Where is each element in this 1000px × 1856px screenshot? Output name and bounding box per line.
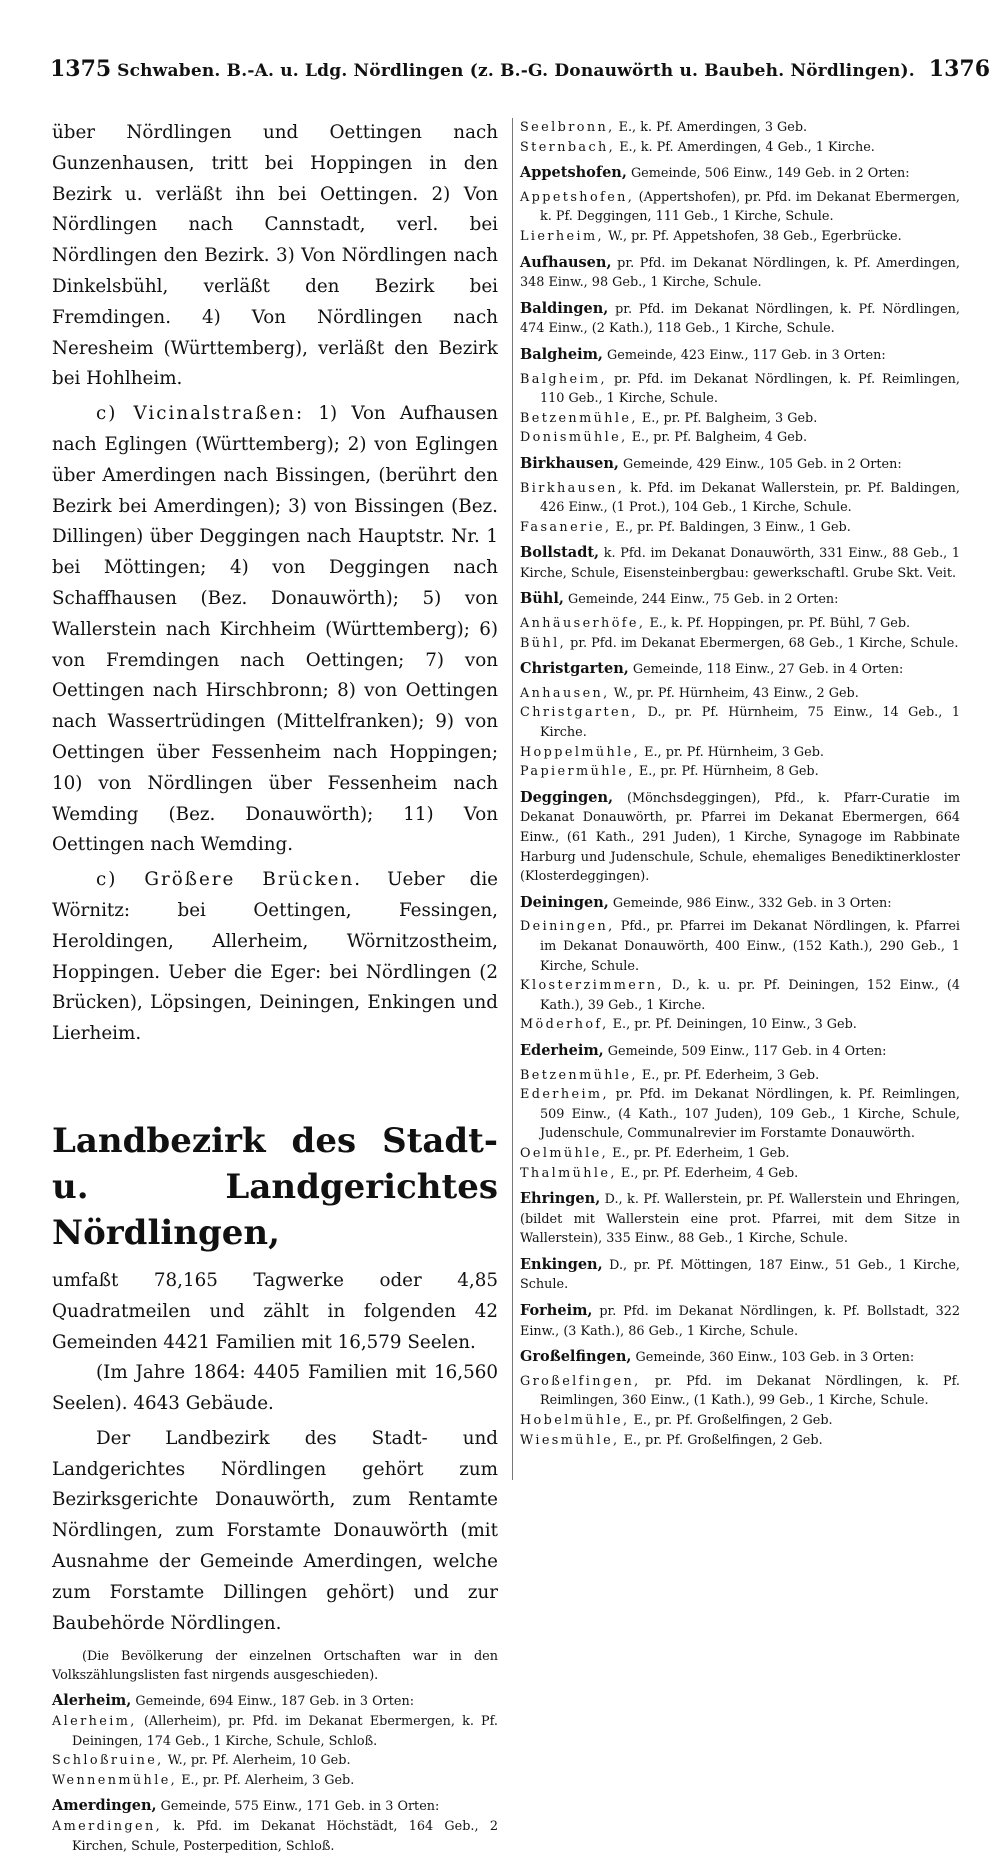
gazetteer-entry-main bbox=[52, 1796, 498, 1817]
gazetteer-entry-main bbox=[520, 1189, 960, 1249]
place-details: E., pr. Pf. Ederheim, 3 Geb. bbox=[637, 1067, 820, 1083]
place-details: D., k. u. pr. Pf. Deiningen, 152 Einw., (4 Kath.), 39 Geb., 1 Kirche. bbox=[540, 978, 960, 1013]
place-name: Ehringen, bbox=[520, 1190, 601, 1208]
place-name: Fasanerie, bbox=[520, 519, 612, 535]
place-name: Thalmühle, bbox=[520, 1165, 617, 1181]
place-name: Alerheim, bbox=[52, 1692, 132, 1710]
gazetteer-entry-sub bbox=[520, 370, 960, 409]
place-name: Deggingen, bbox=[520, 788, 614, 806]
section-heading: Landbezirk des Stadt- u. Landgerichtes Nördlingen, bbox=[52, 1120, 498, 1253]
gazetteer-entry-main bbox=[520, 543, 960, 583]
gazetteer-entry-main bbox=[520, 345, 960, 366]
place-details: Gemeinde, 360 Einw., 103 Geb. in 3 Orten: bbox=[631, 1350, 915, 1366]
gazetteer-entry-sub bbox=[520, 138, 960, 158]
place-details: Gemeinde, 423 Einw., 117 Geb. in 3 Orten: bbox=[602, 347, 886, 363]
place-name: Birkhausen, bbox=[520, 480, 625, 496]
right-gazetteer-entries bbox=[520, 118, 960, 1450]
gazetteer-entry-main bbox=[520, 1301, 960, 1341]
gazetteer-entry-sub bbox=[520, 428, 960, 448]
place-name: Klosterzimmern, bbox=[520, 978, 664, 994]
place-details: E., pr. Pf. Großelfingen, 2 Geb. bbox=[619, 1432, 823, 1448]
left-gazetteer-entries bbox=[52, 1691, 498, 1856]
place-details: Gemeinde, 986 Einw., 332 Geb. in 3 Orten: bbox=[608, 895, 892, 911]
population-note: (Die Bevölkerung der einzelnen Ortschaften war in den Volkszählungslisten fast nirgends ausgeschieden). bbox=[52, 1649, 498, 1684]
gazetteer-entry-sub bbox=[520, 703, 960, 742]
gazetteer-entry-sub bbox=[520, 409, 960, 429]
place-name: Seelbronn, bbox=[520, 120, 615, 135]
place-details: Gemeinde, 118 Einw., 27 Geb. in 4 Orten: bbox=[628, 662, 904, 678]
gazetteer-entry-sub bbox=[520, 118, 960, 138]
place-name: Wiesmühle, bbox=[520, 1432, 620, 1448]
place-name: Deiningen, bbox=[520, 893, 609, 911]
place-details: Gemeinde, 429 Einw., 105 Geb. in 2 Orten: bbox=[618, 456, 902, 472]
gazetteer-entry-main bbox=[520, 788, 960, 887]
vicinal-roads-paragraph bbox=[52, 399, 498, 861]
place-details: E., pr. Pf. Balgheim, 4 Geb. bbox=[627, 430, 808, 446]
gazetteer-entry-sub bbox=[52, 1771, 498, 1791]
place-details: E., k. Pf. Amerdingen, 3 Geb. bbox=[614, 120, 808, 135]
place-name: Christgarten, bbox=[520, 660, 629, 678]
place-details: Gemeinde, 506 Einw., 149 Geb. in 2 Orten: bbox=[626, 166, 910, 182]
gazetteer-entry-main bbox=[520, 299, 960, 339]
place-name: Aufhausen, bbox=[520, 253, 612, 271]
place-details: Gemeinde, 244 Einw., 75 Geb. in 2 Orten: bbox=[563, 592, 839, 608]
place-details: pr. Pfd. im Dekanat Nördlingen, k. Pf. Bollstadt, 322 Einw., (3 Kath.), 86 Geb., 1 Kirche, Schule. bbox=[520, 1304, 960, 1339]
place-name: Anhausen, bbox=[520, 685, 610, 701]
place-name: Forheim, bbox=[520, 1302, 593, 1320]
gazetteer-entry-sub bbox=[52, 1751, 498, 1771]
gazetteer-entry-sub bbox=[520, 1431, 960, 1451]
place-name: Appetshofen, bbox=[520, 189, 635, 205]
gazetteer-entry-sub bbox=[520, 518, 960, 538]
place-details: E., pr. Pf. Baldingen, 3 Einw., 1 Geb. bbox=[611, 519, 851, 535]
place-name: Papiermühle, bbox=[520, 764, 635, 780]
gazetteer-entry-sub bbox=[520, 1066, 960, 1086]
place-details: W., pr. Pf. Alerheim, 10 Geb. bbox=[163, 1753, 351, 1769]
place-name: Ederheim, bbox=[520, 1087, 609, 1103]
place-name: Betzenmühle, bbox=[520, 410, 638, 426]
gazetteer-entry-sub bbox=[520, 762, 960, 782]
gazetteer-entry-sub bbox=[52, 1817, 498, 1856]
gazetteer-entry-main bbox=[520, 659, 960, 680]
place-name: Bühl, bbox=[520, 635, 567, 651]
left-column bbox=[52, 118, 498, 1856]
place-name: Donismühle, bbox=[520, 430, 628, 446]
place-name: Großelfingen, bbox=[520, 1348, 632, 1366]
place-details: D., pr. Pf. Möttingen, 187 Einw., 51 Geb., 1 Kirche, Schule. bbox=[520, 1257, 960, 1293]
gazetteer-entry-sub bbox=[520, 227, 960, 247]
gazetteer-entry-main bbox=[520, 1255, 960, 1295]
gazetteer-entry-sub bbox=[520, 684, 960, 704]
place-name: Bollstadt, bbox=[520, 544, 600, 562]
place-details: E., k. Pf. Hoppingen, pr. Pf. Bühl, 7 Geb. bbox=[645, 616, 911, 632]
place-details: Pfd., pr. Pfarrei im Dekanat Nördlingen, k. Pfarrei im Dekanat Donauwörth, 400 Einw., (152 Kath.), 290 Geb., 1 Kirche, Schule. bbox=[540, 919, 960, 974]
place-details: k. Pfd. im Dekanat Höchstädt, 164 Geb., 2 Kirchen, Schule, Posterpedition, Schloß. bbox=[72, 1819, 498, 1854]
gazetteer-entry-sub bbox=[520, 188, 960, 227]
place-details: k. Pfd. im Dekanat Wallerstein, pr. Pf. Baldingen, 426 Einw., (1 Prot.), 104 Geb., 1 Kirche, Schule. bbox=[540, 480, 960, 516]
place-name: Amerdingen, bbox=[52, 1797, 157, 1815]
bridges-label: c) Größere Brücken. bbox=[96, 869, 363, 891]
gazetteer-entry-sub bbox=[520, 1144, 960, 1164]
place-details: pr. Pfd. im Dekanat Ebermergen, 68 Geb., 1 Kirche, Schule. bbox=[566, 635, 959, 651]
vicinal-roads-label: c) Vicinalstraßen: bbox=[96, 403, 305, 425]
area-paragraph: umfaßt 78,165 Tagwerke oder 4,85 Quadratmeilen und zählt in folgenden 42 Gemeinden 4421 Familien mit 16,579 Seelen. bbox=[52, 1269, 498, 1353]
place-details: pr. Pfd. im Dekanat Nördlingen, k. Pf. Nördlingen, 474 Einw., (2 Kath.), 118 Geb., 1 Kirche, Schule. bbox=[520, 301, 960, 337]
running-header bbox=[50, 56, 990, 92]
place-details: (Appertshofen), pr. Pfd. im Dekanat Ebermergen, k. Pf. Deggingen, 111 Geb., 1 Kirche, Schule. bbox=[540, 189, 960, 225]
gazetteer-entry-sub bbox=[520, 614, 960, 634]
header-title: Schwaben. B.-A. u. Ldg. Nördlingen (z. B.-G. Donauwörth u. Baubeh. Nördlingen). bbox=[117, 61, 915, 81]
place-name: Baldingen, bbox=[520, 299, 609, 317]
place-details: E., k. Pf. Amerdingen, 4 Geb., 1 Kirche. bbox=[615, 139, 875, 155]
place-name: Wennenmühle, bbox=[52, 1772, 178, 1788]
place-details: (Mönchsdeggingen), Pfd., k. Pfarr-Curatie im Dekanat Donauwörth, pr. Pfarrei im Dekanat Ebermergen, 664 Einw., (61 Kath., 291 Juden), 1 Kirche, Synagoge im Rabbinate Harburg und Judenschule, Schule, ehemaliges Benediktinerkloster (Klosterdeggingen). bbox=[520, 790, 960, 885]
right-page-number: 1376 bbox=[928, 56, 990, 82]
place-name: Christgarten, bbox=[520, 705, 639, 721]
gazetteer-entry-sub bbox=[520, 1164, 960, 1184]
gazetteer-entry-sub bbox=[520, 1372, 960, 1411]
place-details: E., pr. Pf. Hürnheim, 8 Geb. bbox=[634, 764, 819, 780]
place-name: Lierheim, bbox=[520, 228, 604, 244]
bridges-paragraph bbox=[52, 865, 498, 1050]
place-details: W., pr. Pf. Hürnheim, 43 Einw., 2 Geb. bbox=[609, 685, 859, 701]
place-details: E., pr. Pf. Großelfingen, 2 Geb. bbox=[629, 1413, 833, 1429]
place-name: Alerheim, bbox=[52, 1714, 137, 1730]
gazetteer-entry-main bbox=[52, 1691, 498, 1712]
place-details: E., pr. Pf. Balgheim, 3 Geb. bbox=[637, 410, 818, 426]
place-details: k. Pfd. im Dekanat Donauwörth, 331 Einw., 88 Geb., 1 Kirche, Schule, Eisensteinbergbau: gewerkschaftl. Grube Skt. Veit. bbox=[520, 546, 960, 581]
left-page-number: 1375 bbox=[50, 56, 112, 82]
place-details: Gemeinde, 694 Einw., 187 Geb. in 3 Orten: bbox=[131, 1694, 415, 1710]
place-details: Gemeinde, 509 Einw., 117 Geb. in 4 Orten: bbox=[603, 1043, 887, 1059]
place-name: Oelmühle, bbox=[520, 1145, 609, 1161]
place-details: W., pr. Pf. Appetshofen, 38 Geb., Egerbrücke. bbox=[604, 228, 902, 244]
place-details: E., pr. Pf. Ederheim, 4 Geb. bbox=[616, 1165, 799, 1181]
place-name: Hoppelmühle, bbox=[520, 744, 641, 760]
place-name: Enkingen, bbox=[520, 1255, 603, 1273]
place-details: E., pr. Pf. Alerheim, 3 Geb. bbox=[177, 1772, 355, 1788]
place-name: Großelfingen, bbox=[520, 1373, 641, 1389]
gazetteer-entry-sub bbox=[520, 479, 960, 518]
place-details: E., pr. Pf. Deiningen, 10 Einw., 3 Geb. bbox=[608, 1017, 857, 1033]
place-name: Schloßruine, bbox=[52, 1753, 164, 1769]
gazetteer-entry-sub bbox=[520, 1085, 960, 1144]
gazetteer-entry-main bbox=[520, 253, 960, 293]
place-details: pr. Pfd. im Dekanat Nördlingen, k. Pf. Reimlingen, 509 Einw., (4 Kath., 107 Juden), 109 Geb., 1 Kirche, Schule, Judenschule, Communalrevier im Forstamte Donauwörth. bbox=[540, 1087, 960, 1142]
vicinal-roads-text: 1) Von Aufhausen nach Eglingen (Württemberg); 2) von Eglingen über Amerdingen nach Bissingen, (berührt den Bezirk bei Amerdingen); 3) von Bissingen (Bez. Dillingen) über Deggingen nach Hauptstr. Nr. 1 bei Möttingen; 4) von Deggingen nach Schaffhausen (Bez. Donauwörth); 5) von Wallerstein nach Kirchheim (Württemberg); 6) von Fremdingen nach Oettingen; 7) von Oettingen nach Hirschbronn; 8) von Oettingen nach Wassertrüdingen (Mittelfranken); 9) von Oettingen über Fessenheim nach Hoppingen; 10) von Nördlingen über Fessenheim nach Wemding (Bez. Donauwörth); 11) Von Oettingen nach Wemding. bbox=[52, 403, 498, 856]
place-name: Bühl, bbox=[520, 590, 564, 608]
gazetteer-entry-main bbox=[520, 1347, 960, 1368]
gazetteer-entry-main bbox=[520, 163, 960, 184]
place-name: Betzenmühle, bbox=[520, 1067, 638, 1083]
place-name: Möderhof, bbox=[520, 1017, 609, 1033]
place-name: Anhäuserhöfe, bbox=[520, 616, 646, 632]
place-name: Amerdingen, bbox=[52, 1819, 163, 1835]
place-details: D., k. Pf. Wallerstein, pr. Pf. Wallerstein und Ehringen, (bildet mit Wallerstein eine prot. Pfarrei, mit dem Sitze in Wallerstein), 335 Einw., 88 Geb., 1 Kirche, Schule. bbox=[520, 1192, 960, 1247]
place-name: Deiningen, bbox=[520, 919, 615, 935]
place-details: pr. Pfd. im Dekanat Nördlingen, k. Pf. Amerdingen, 348 Einw., 98 Geb., 1 Kirche, Schule. bbox=[520, 255, 960, 291]
jurisdiction-paragraph: Der Landbezirk des Stadt- und Landgerichtes Nördlingen gehört zum Bezirksgerichte Donauwörth, zum Rentamte Nördlingen, zum Forstamte Donauwörth (mit Ausnahme der Gemeinde Amerdingen, welche zum Forstamte Dillingen gehört) und zur Baubehörde Nördlingen. bbox=[52, 1427, 498, 1634]
gazetteer-entry-sub bbox=[520, 1015, 960, 1035]
place-name: Ederheim, bbox=[520, 1041, 604, 1059]
gazetteer-entry-sub bbox=[520, 976, 960, 1015]
place-name: Birkhausen, bbox=[520, 454, 619, 472]
gazetteer-entry-sub bbox=[520, 634, 960, 654]
place-details: E., pr. Pf. Ederheim, 1 Geb. bbox=[608, 1145, 790, 1161]
place-name: Appetshofen, bbox=[520, 164, 627, 182]
gazetteer-entry-main bbox=[520, 454, 960, 475]
place-details: Gemeinde, 575 Einw., 171 Geb. in 3 Orten: bbox=[156, 1799, 440, 1815]
gazetteer-entry-main bbox=[520, 589, 960, 610]
place-details: (Allerheim), pr. Pfd. im Dekanat Ebermergen, k. Pf. Deiningen, 174 Geb., 1 Kirche, Schule, Schloß. bbox=[72, 1714, 498, 1749]
gazetteer-entry-main bbox=[520, 893, 960, 914]
gazetteer-entry-sub bbox=[520, 917, 960, 976]
population-1864-paragraph: (Im Jahre 1864: 4405 Familien mit 16,560 Seelen). 4643 Gebäude. bbox=[52, 1362, 498, 1415]
gazetteer-entry-sub bbox=[520, 1411, 960, 1431]
bridges-text: Ueber die Wörnitz: bei Oettingen, Fessingen, Heroldingen, Allerheim, Wörnitzostheim, Hoppingen. Ueber die Eger: bei Nördlingen (2 Brücken), Löpsingen, Deiningen, Enkingen und Lierheim. bbox=[52, 869, 499, 1045]
place-details: pr. Pfd. im Dekanat Nördlingen, k. Pf. Reimlingen, 110 Geb., 1 Kirche, Schule. bbox=[540, 371, 960, 407]
column-divider bbox=[512, 118, 513, 1480]
place-name: Hobelmühle, bbox=[520, 1413, 630, 1429]
place-name: Sternbach, bbox=[520, 139, 616, 155]
place-details: pr. Pfd. im Dekanat Nördlingen, k. Pf. Reimlingen, 360 Einw., (1 Kath.), 99 Geb., 1 Kirche, Schule. bbox=[540, 1373, 960, 1409]
gazetteer-entry-sub bbox=[520, 743, 960, 763]
place-name: Balgheim, bbox=[520, 371, 608, 387]
place-details: D., pr. Pf. Hürnheim, 75 Einw., 14 Geb., 1 Kirche. bbox=[540, 705, 960, 741]
roads-continued-paragraph: über Nördlingen und Oettingen nach Gunzenhausen, tritt bei Hoppingen in den Bezirk u. verläßt ihn bei Oettingen. 2) Von Nördlingen nach Cannstadt, verl. bei Nördlingen den Bezirk. 3) Von Nördlingen nach Dinkelsbühl, verläßt den Bezirk bei Fremdingen. 4) Von Nördlingen nach Neresheim (Württemberg), verläßt den Bezirk bei Hohlheim. bbox=[52, 122, 498, 390]
gazetteer-entry-main bbox=[520, 1041, 960, 1062]
place-details: E., pr. Pf. Hürnheim, 3 Geb. bbox=[640, 744, 824, 760]
gazetteer-entry-sub bbox=[52, 1712, 498, 1751]
place-name: Balgheim, bbox=[520, 345, 603, 363]
